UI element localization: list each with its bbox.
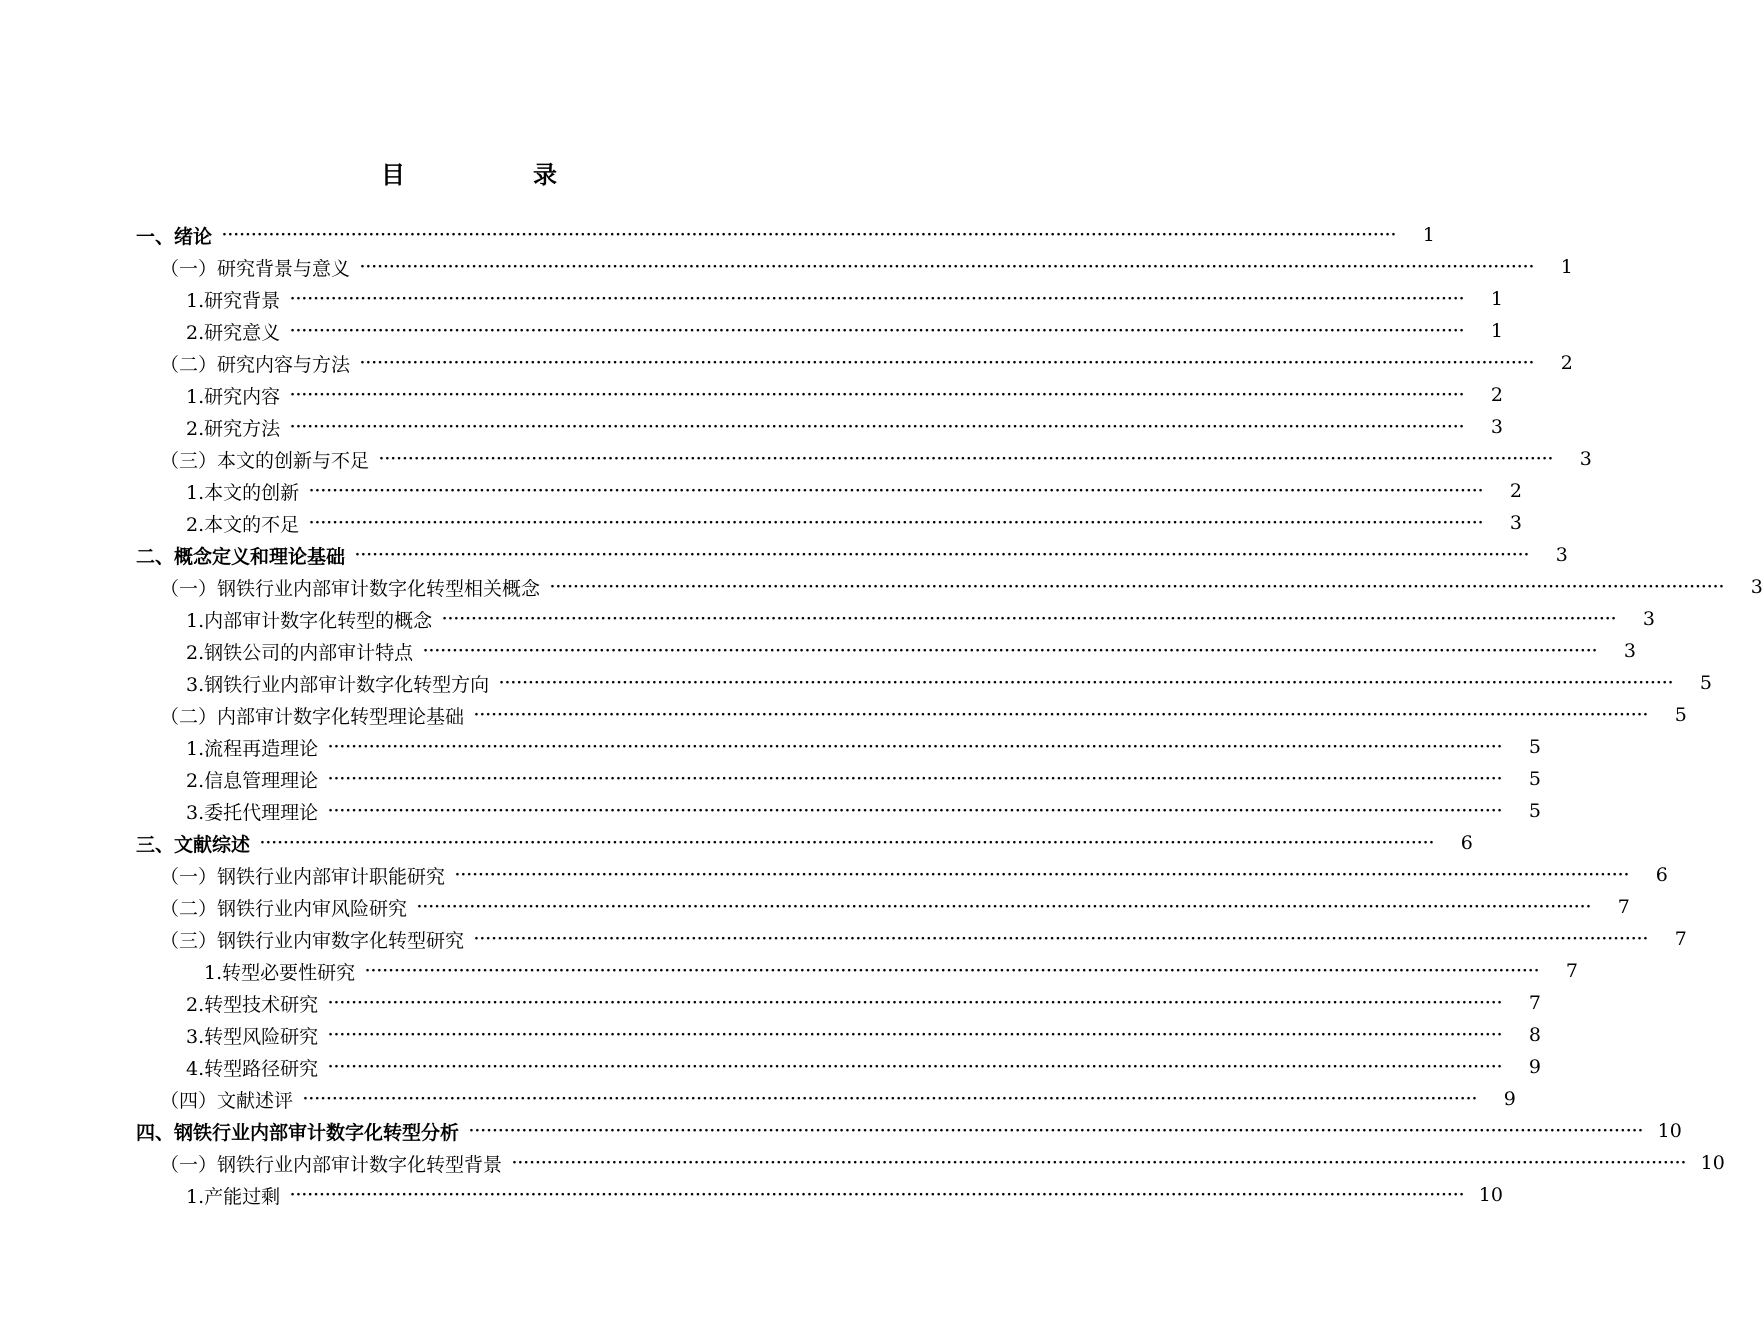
toc-leader-dots: ········································································································································································································ [469, 1123, 1644, 1139]
toc-entry-page: 5 [1528, 800, 1541, 822]
toc-entry-label: （一）钢铁行业内部审计数字化转型相关概念 [160, 577, 541, 600]
toc-entry-page: 1 [1490, 288, 1503, 310]
toc-leader-dots: ········································································································································································································ [290, 323, 1465, 339]
toc-entry-page: 2 [1509, 480, 1522, 502]
toc-entry-label: 1.转型必要性研究 [204, 961, 356, 984]
toc-entry-label: 1.研究内容 [186, 385, 281, 408]
toc-entry-page: 6 [1460, 832, 1473, 854]
toc-entry-page: 3 [1490, 416, 1503, 438]
toc-entry-page: 9 [1528, 1056, 1541, 1078]
toc-leader-dots: ········································································································································································································ [355, 547, 1530, 563]
toc-entry-page: 1 [1490, 320, 1503, 342]
toc-leader-dots: ········································································································································································································ [365, 963, 1540, 979]
toc-entry[interactable] [186, 636, 1636, 666]
toc-leader-dots: ········································································································································································································ [309, 483, 1484, 499]
toc-entry-label: 三、文献综述 [136, 833, 251, 856]
toc-leader-dots: ········································································································································································································ [328, 803, 1503, 819]
toc-entry-page: 7 [1674, 928, 1687, 950]
toc-entry-page: 3 [1623, 640, 1636, 662]
toc-entry-label: （四）文献述评 [160, 1089, 294, 1112]
page-title: 目 录 [381, 161, 609, 189]
toc-entry[interactable] [160, 892, 1630, 922]
toc-entry-label: 四、钢铁行业内部审计数字化转型分析 [136, 1121, 460, 1144]
toc-entry-label: 1.本文的创新 [186, 481, 300, 504]
toc-leader-dots: ········································································································································································································ [512, 1155, 1687, 1171]
toc-entry[interactable] [136, 828, 1473, 858]
toc-leader-dots: ········································································································································································································ [290, 387, 1465, 403]
toc-entry-page: 9 [1503, 1088, 1516, 1110]
toc-entry[interactable] [160, 860, 1668, 890]
toc-entry-page: 1 [1560, 256, 1573, 278]
toc-entry-label: 一、绪论 [136, 225, 213, 248]
toc-entry-label: 2.钢铁公司的内部审计特点 [186, 641, 414, 664]
toc-leader-dots: ········································································································································································································ [328, 1027, 1503, 1043]
toc-entry[interactable] [186, 796, 1541, 826]
toc-entry-page: 10 [1657, 1120, 1682, 1142]
toc-leader-dots: ········································································································································································································ [417, 899, 1592, 915]
toc-leader-dots: ········································································································································································································ [290, 1187, 1465, 1203]
toc-entry-page: 3 [1555, 544, 1568, 566]
toc-entry[interactable] [160, 700, 1687, 730]
toc-entry-page: 2 [1490, 384, 1503, 406]
toc-entry[interactable] [160, 572, 1763, 602]
toc-entry-page: 1 [1422, 224, 1435, 246]
toc-entry[interactable] [186, 764, 1541, 794]
toc-entry[interactable] [186, 508, 1522, 538]
toc-entry[interactable] [186, 1052, 1541, 1082]
toc-entry-page: 5 [1674, 704, 1687, 726]
toc-entry[interactable] [186, 1020, 1541, 1050]
toc-leader-dots: ········································································································································································································ [290, 291, 1465, 307]
toc-entry[interactable] [204, 956, 1578, 986]
toc-entry-page: 5 [1699, 672, 1712, 694]
toc-entry-label: 3.委托代理理论 [186, 801, 319, 824]
toc-leader-dots: ········································································································································································································ [360, 259, 1535, 275]
toc-leader-dots: ········································································································································································································ [222, 227, 1397, 243]
toc-entry-label: 2.本文的不足 [186, 513, 300, 536]
toc-entry-label: （二）研究内容与方法 [160, 353, 351, 376]
toc-entry-page: 10 [1478, 1184, 1503, 1206]
toc-entry[interactable] [186, 668, 1712, 698]
toc-entry[interactable] [186, 412, 1503, 442]
toc-leader-dots: ········································································································································································································ [423, 643, 1598, 659]
toc-entry-page: 3 [1509, 512, 1522, 534]
toc-entry[interactable] [186, 1180, 1503, 1210]
toc-entry-label: （三）本文的创新与不足 [160, 449, 370, 472]
toc-entry-label: 2.转型技术研究 [186, 993, 319, 1016]
toc-entry[interactable] [160, 348, 1573, 378]
toc-entry[interactable] [136, 220, 1435, 250]
toc-entry[interactable] [160, 1084, 1516, 1114]
toc-entry-page: 3 [1642, 608, 1655, 630]
toc-entry-label: 二、概念定义和理论基础 [136, 545, 346, 568]
toc-entry[interactable] [186, 316, 1503, 346]
toc-entry[interactable] [186, 380, 1503, 410]
toc-entry[interactable] [186, 284, 1503, 314]
toc-leader-dots: ········································································································································································································ [328, 771, 1503, 787]
toc-entry-page: 7 [1528, 992, 1541, 1014]
toc-leader-dots: ········································································································································································································ [499, 675, 1674, 691]
toc-entry[interactable] [136, 1116, 1682, 1146]
toc-leader-dots: ········································································································································································································ [442, 611, 1617, 627]
toc-entry-label: （三）钢铁行业内审数字化转型研究 [160, 929, 465, 952]
toc-entry-label: 1.流程再造理论 [186, 737, 319, 760]
toc-leader-dots: ········································································································································································································ [309, 515, 1484, 531]
toc-entry-label: 4.转型路径研究 [186, 1057, 319, 1080]
toc-leader-dots: ········································································································································································································ [260, 835, 1435, 851]
toc-entry-label: 2.研究意义 [186, 321, 281, 344]
toc-leader-dots: ········································································································································································································ [328, 739, 1503, 755]
toc-leader-dots: ········································································································································································································ [455, 867, 1630, 883]
toc-leader-dots: ········································································································································································································ [474, 931, 1649, 947]
toc-entry-label: 2.信息管理理论 [186, 769, 319, 792]
toc-leader-dots: ········································································································································································································ [290, 419, 1465, 435]
toc-entry[interactable] [160, 1148, 1725, 1178]
toc-leader-dots: ········································································································································································································ [303, 1091, 1478, 1107]
toc-leader-dots: ········································································································································································································ [550, 579, 1725, 595]
toc-leader-dots: ········································································································································································································ [474, 707, 1649, 723]
toc-entry-page: 5 [1528, 736, 1541, 758]
toc-entry-label: 3.钢铁行业内部审计数字化转型方向 [186, 673, 490, 696]
toc-entry-label: 1.内部审计数字化转型的概念 [186, 609, 433, 632]
toc-entry-page: 3 [1579, 448, 1592, 470]
toc-entry-label: （二）内部审计数字化转型理论基础 [160, 705, 465, 728]
toc-entry[interactable] [186, 604, 1655, 634]
toc-entry[interactable] [160, 252, 1573, 282]
toc-entry-label: 1.研究背景 [186, 289, 281, 312]
toc-leader-dots: ········································································································································································································ [360, 355, 1535, 371]
toc-entry[interactable] [160, 444, 1592, 474]
toc-entry-page: 10 [1700, 1152, 1725, 1174]
toc-leader-dots: ········································································································································································································ [328, 995, 1503, 1011]
toc-entry[interactable] [136, 540, 1568, 570]
toc-entry-label: 2.研究方法 [186, 417, 281, 440]
toc-entry-page: 7 [1565, 960, 1578, 982]
toc-entry-page: 8 [1528, 1024, 1541, 1046]
toc-entry-label: （一）研究背景与意义 [160, 257, 351, 280]
toc-entry[interactable] [186, 988, 1541, 1018]
toc-entry-page: 6 [1655, 864, 1668, 886]
toc-entry-label: （一）钢铁行业内部审计职能研究 [160, 865, 446, 888]
toc-entry-label: 1.产能过剩 [186, 1185, 281, 1208]
toc-leader-dots: ········································································································································································································ [379, 451, 1554, 467]
toc-entry[interactable] [186, 732, 1541, 762]
toc-entry-page: 7 [1617, 896, 1630, 918]
toc-leader-dots: ········································································································································································································ [328, 1059, 1503, 1075]
toc-entry-label: （二）钢铁行业内审风险研究 [160, 897, 408, 920]
toc-entry[interactable] [160, 924, 1687, 954]
toc-entry-page: 5 [1528, 768, 1541, 790]
toc-entry-page: 3 [1750, 576, 1763, 598]
toc-entry-label: （一）钢铁行业内部审计数字化转型背景 [160, 1153, 503, 1176]
toc-entry-page: 2 [1560, 352, 1573, 374]
toc-entry[interactable] [186, 476, 1522, 506]
toc-entry-label: 3.转型风险研究 [186, 1025, 319, 1048]
